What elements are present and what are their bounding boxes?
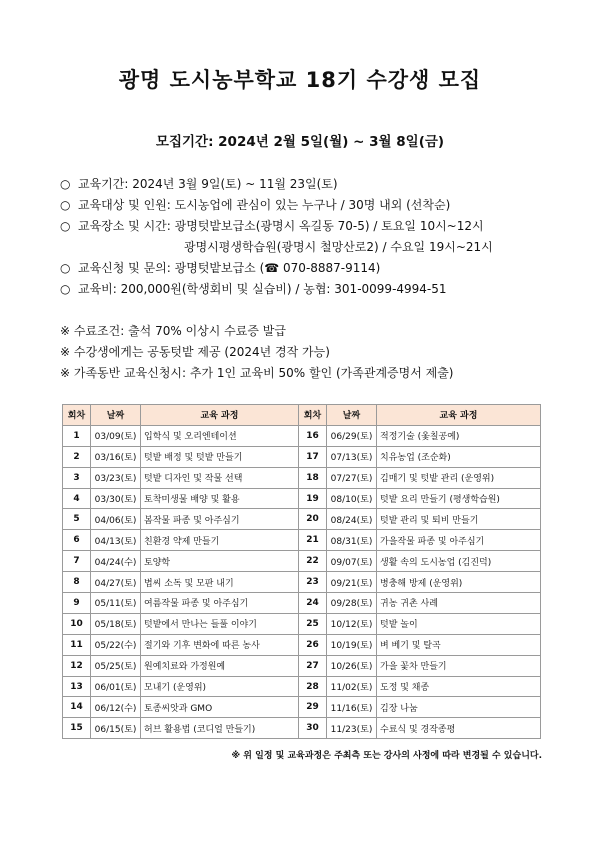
session-number: 26: [299, 634, 327, 655]
session-date: 07/27(토): [327, 467, 377, 488]
info-item-fee: [60, 279, 580, 300]
header-course: 교육 과정: [377, 405, 541, 426]
table-row: [63, 509, 541, 530]
footnote: ※ 위 일정 및 교육과정은 주최측 또는 강사의 사정에 따라 변경될 수 있습니다.: [231, 751, 542, 761]
session-course: 토종씨앗과 GMO: [141, 697, 299, 718]
session-date: 04/24(수): [91, 551, 141, 572]
session-number: 23: [299, 572, 327, 593]
table-row: [63, 718, 541, 739]
session-course: 모내기 (운영위): [141, 676, 299, 697]
session-date: 08/31(토): [327, 530, 377, 551]
table-row: [63, 446, 541, 467]
info-text: 교육기간: 2024년 3월 9일(토) ~ 11월 23일(토): [78, 177, 338, 191]
session-number: 4: [63, 488, 91, 509]
session-number: 27: [299, 655, 327, 676]
session-date: 05/22(수): [91, 634, 141, 655]
table-row: [63, 488, 541, 509]
session-course: 토양학: [141, 551, 299, 572]
info-item-education-period: [60, 174, 580, 195]
table-row: [63, 593, 541, 614]
session-course: 귀농 귀촌 사례: [377, 593, 541, 614]
session-date: 08/10(토): [327, 488, 377, 509]
info-text: 교육비: 200,000원(학생회비 및 실습비) / 농협: 301-0099-4994-51: [78, 282, 447, 296]
session-number: 7: [63, 551, 91, 572]
session-course: 텃밭에서 만나는 들풀 이야기: [141, 613, 299, 634]
session-number: 19: [299, 488, 327, 509]
session-course: 텃밭 놀이: [377, 613, 541, 634]
circle-bullet-icon: ○: [60, 219, 71, 233]
session-date: 05/25(토): [91, 655, 141, 676]
header-course: 교육 과정: [141, 405, 299, 426]
header-no: 회차: [299, 405, 327, 426]
session-number: 13: [63, 676, 91, 697]
circle-bullet-icon: ○: [60, 177, 71, 191]
session-date: 10/26(토): [327, 655, 377, 676]
session-date: 03/16(토): [91, 446, 141, 467]
session-number: 21: [299, 530, 327, 551]
info-text: 교육대상 및 인원: 도시농업에 관심이 있는 누구나 / 30명 내외 (선착순): [78, 198, 451, 212]
session-date: 04/06(토): [91, 509, 141, 530]
table-row: [63, 467, 541, 488]
table-row: [63, 634, 541, 655]
session-number: 15: [63, 718, 91, 739]
table-row: [63, 697, 541, 718]
session-date: 11/23(토): [327, 718, 377, 739]
header-no: 회차: [63, 405, 91, 426]
page-title: 광명 도시농부학교 18기 수강생 모집: [118, 68, 482, 92]
note-family-discount: ※ 가족동반 교육신청시: 추가 1인 교육비 50% 할인 (가족관계증명서 제출): [60, 366, 454, 380]
session-course: 텃밭 디자인 및 작물 선택: [141, 467, 299, 488]
session-number: 11: [63, 634, 91, 655]
session-date: 06/29(토): [327, 425, 377, 446]
session-number: 1: [63, 425, 91, 446]
session-date: 08/24(토): [327, 509, 377, 530]
table-row: [63, 425, 541, 446]
info-text: 광명시평생학습원(광명시 철망산로2) / 수요일 19시~21시: [184, 240, 493, 254]
session-number: 24: [299, 593, 327, 614]
table-row: [63, 530, 541, 551]
session-course: 친환경 약제 만들기: [141, 530, 299, 551]
table-row: [63, 676, 541, 697]
session-number: 30: [299, 718, 327, 739]
note-completion: ※ 수료조건: 출석 70% 이상시 수료증 발급: [60, 324, 286, 338]
session-course: 수료식 및 경작종평: [377, 718, 541, 739]
recruitment-period: 모집기간: 2024년 2월 5일(월) ~ 3월 8일(금): [155, 134, 445, 150]
info-item-contact: [60, 258, 580, 279]
session-number: 20: [299, 509, 327, 530]
session-course: 치유농업 (조순화): [377, 446, 541, 467]
session-date: 06/01(토): [91, 676, 141, 697]
session-course: 허브 활용법 (코디얼 만들기): [141, 718, 299, 739]
session-course: 가을작물 파종 및 아주심기: [377, 530, 541, 551]
table-row: [63, 572, 541, 593]
session-course: 원예치료와 가정원예: [141, 655, 299, 676]
session-number: 16: [299, 425, 327, 446]
session-course: 가을 꽃차 만들기: [377, 655, 541, 676]
info-item-location-continued: [60, 237, 580, 258]
session-date: 07/13(토): [327, 446, 377, 467]
session-date: 04/27(토): [91, 572, 141, 593]
session-date: 10/19(토): [327, 634, 377, 655]
session-course: 여름작물 파종 및 아주심기: [141, 593, 299, 614]
session-course: 적정기술 (옻칠공예): [377, 425, 541, 446]
session-course: 텃밭 관리 및 퇴비 만들기: [377, 509, 541, 530]
session-number: 3: [63, 467, 91, 488]
session-number: 2: [63, 446, 91, 467]
session-course: 텃밭 요리 만들기 (평생학습원): [377, 488, 541, 509]
session-course: 입학식 및 오리엔테이션: [141, 425, 299, 446]
session-course: 도정 및 채종: [377, 676, 541, 697]
session-number: 28: [299, 676, 327, 697]
session-date: 10/12(토): [327, 613, 377, 634]
session-course: 김매기 및 텃밭 관리 (운영위): [377, 467, 541, 488]
session-course: 생활 속의 도시농업 (김진덕): [377, 551, 541, 572]
session-course: 봄작물 파종 및 아주심기: [141, 509, 299, 530]
session-date: 03/23(토): [91, 467, 141, 488]
circle-bullet-icon: ○: [60, 261, 71, 275]
session-course: 김장 나눔: [377, 697, 541, 718]
circle-bullet-icon: ○: [60, 198, 71, 212]
session-number: 17: [299, 446, 327, 467]
session-course: 텃밭 배정 및 텃밭 만들기: [141, 446, 299, 467]
table-header-row: [63, 405, 541, 426]
session-number: 14: [63, 697, 91, 718]
header-date: 날짜: [327, 405, 377, 426]
session-date: 11/16(토): [327, 697, 377, 718]
info-item-location: [60, 216, 580, 237]
session-course: 볍씨 소독 및 모판 내기: [141, 572, 299, 593]
session-course: 병충해 방제 (운영위): [377, 572, 541, 593]
session-date: 04/13(토): [91, 530, 141, 551]
table-row: [63, 551, 541, 572]
session-number: 6: [63, 530, 91, 551]
session-course: 벼 베기 및 탈곡: [377, 634, 541, 655]
session-date: 05/18(토): [91, 613, 141, 634]
session-date: 09/28(토): [327, 593, 377, 614]
session-number: 18: [299, 467, 327, 488]
table-row: [63, 655, 541, 676]
session-course: 절기와 기후 변화에 따른 농사: [141, 634, 299, 655]
session-number: 22: [299, 551, 327, 572]
note-shared-garden: ※ 수강생에게는 공동텃밭 제공 (2024년 경작 가능): [60, 345, 330, 359]
session-number: 9: [63, 593, 91, 614]
session-number: 10: [63, 613, 91, 634]
table-row: [63, 613, 541, 634]
notes-list: [60, 321, 580, 384]
session-date: 06/15(토): [91, 718, 141, 739]
session-date: 11/02(토): [327, 676, 377, 697]
session-date: 06/12(수): [91, 697, 141, 718]
session-date: 05/11(토): [91, 593, 141, 614]
session-number: 29: [299, 697, 327, 718]
circle-bullet-icon: ○: [60, 282, 71, 296]
session-date: 03/30(토): [91, 488, 141, 509]
session-course: 토착미생물 배양 및 활용: [141, 488, 299, 509]
session-number: 12: [63, 655, 91, 676]
session-number: 5: [63, 509, 91, 530]
info-item-target: [60, 195, 580, 216]
info-list: [60, 174, 580, 300]
info-text: 교육장소 및 시간: 광명텃밭보급소(광명시 옥길동 70-5) / 토요일 10시~12시: [78, 219, 484, 233]
session-date: 03/09(토): [91, 425, 141, 446]
session-number: 25: [299, 613, 327, 634]
header-date: 날짜: [91, 405, 141, 426]
info-text: 교육신청 및 문의: 광명텃밭보급소 (☎ 070-8887-9114): [78, 261, 381, 275]
schedule-table: [62, 404, 541, 739]
session-number: 8: [63, 572, 91, 593]
session-date: 09/07(토): [327, 551, 377, 572]
session-date: 09/21(토): [327, 572, 377, 593]
